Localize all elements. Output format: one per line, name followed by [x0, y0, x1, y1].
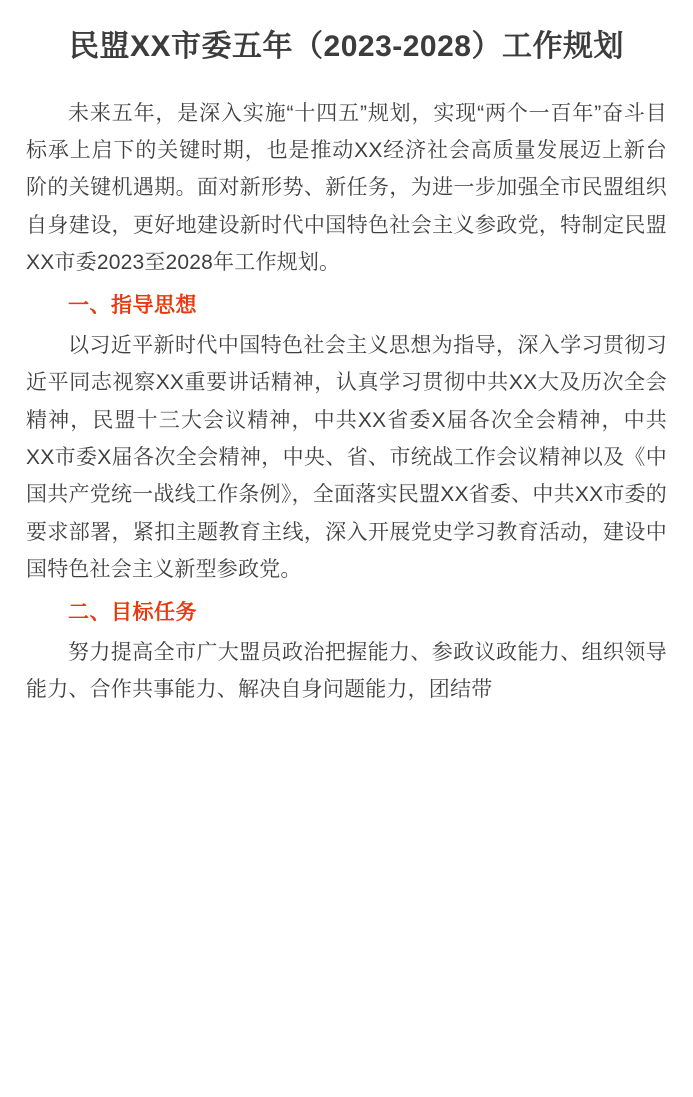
section-heading-two: 二、目标任务	[68, 601, 197, 625]
section-two-paragraph: 努力提高全市广大盟员政治把握能力、参政议政能力、组织领导能力、合作共事能力、解决自身问题能力，团结带	[26, 640, 667, 702]
page-title: 民盟XX市委五年（2023‑2028）工作规划	[69, 30, 624, 63]
intro-paragraph: 未来五年，是深入实施“十四五”规划，实现“两个一百年”奋斗目标承上启下的关键时期，也是推动XX经济社会高质量发展迈上新台阶的关键机遇期。面对新形势、新任务，为进一步加强全市民盟组织自身建设，更好地建设新时代中国特色社会主义参政党，特制定民盟XX市委2023至2028年工作规划。	[26, 101, 667, 275]
section-one-paragraph: 以习近平新时代中国特色社会主义思想为指导，深入学习贯彻习近平同志视察XX重要讲话精神，认真学习贯彻中共XX大及历次全会精神，民盟十三大会议精神，中共XX省委X届各次全会精神，中共XX市委X届各次全会精神，中央、省、市统战工作会议精神以及《中国共产党统一战线工作条例》，全面落实民盟XX省委、中共XX市委的要求部署，紧扣主题教育主线，深入开展党史学习教育活动，建设中国特色社会主义新型参政党。	[26, 333, 667, 582]
section-heading-one: 一、指导思想	[68, 294, 197, 318]
